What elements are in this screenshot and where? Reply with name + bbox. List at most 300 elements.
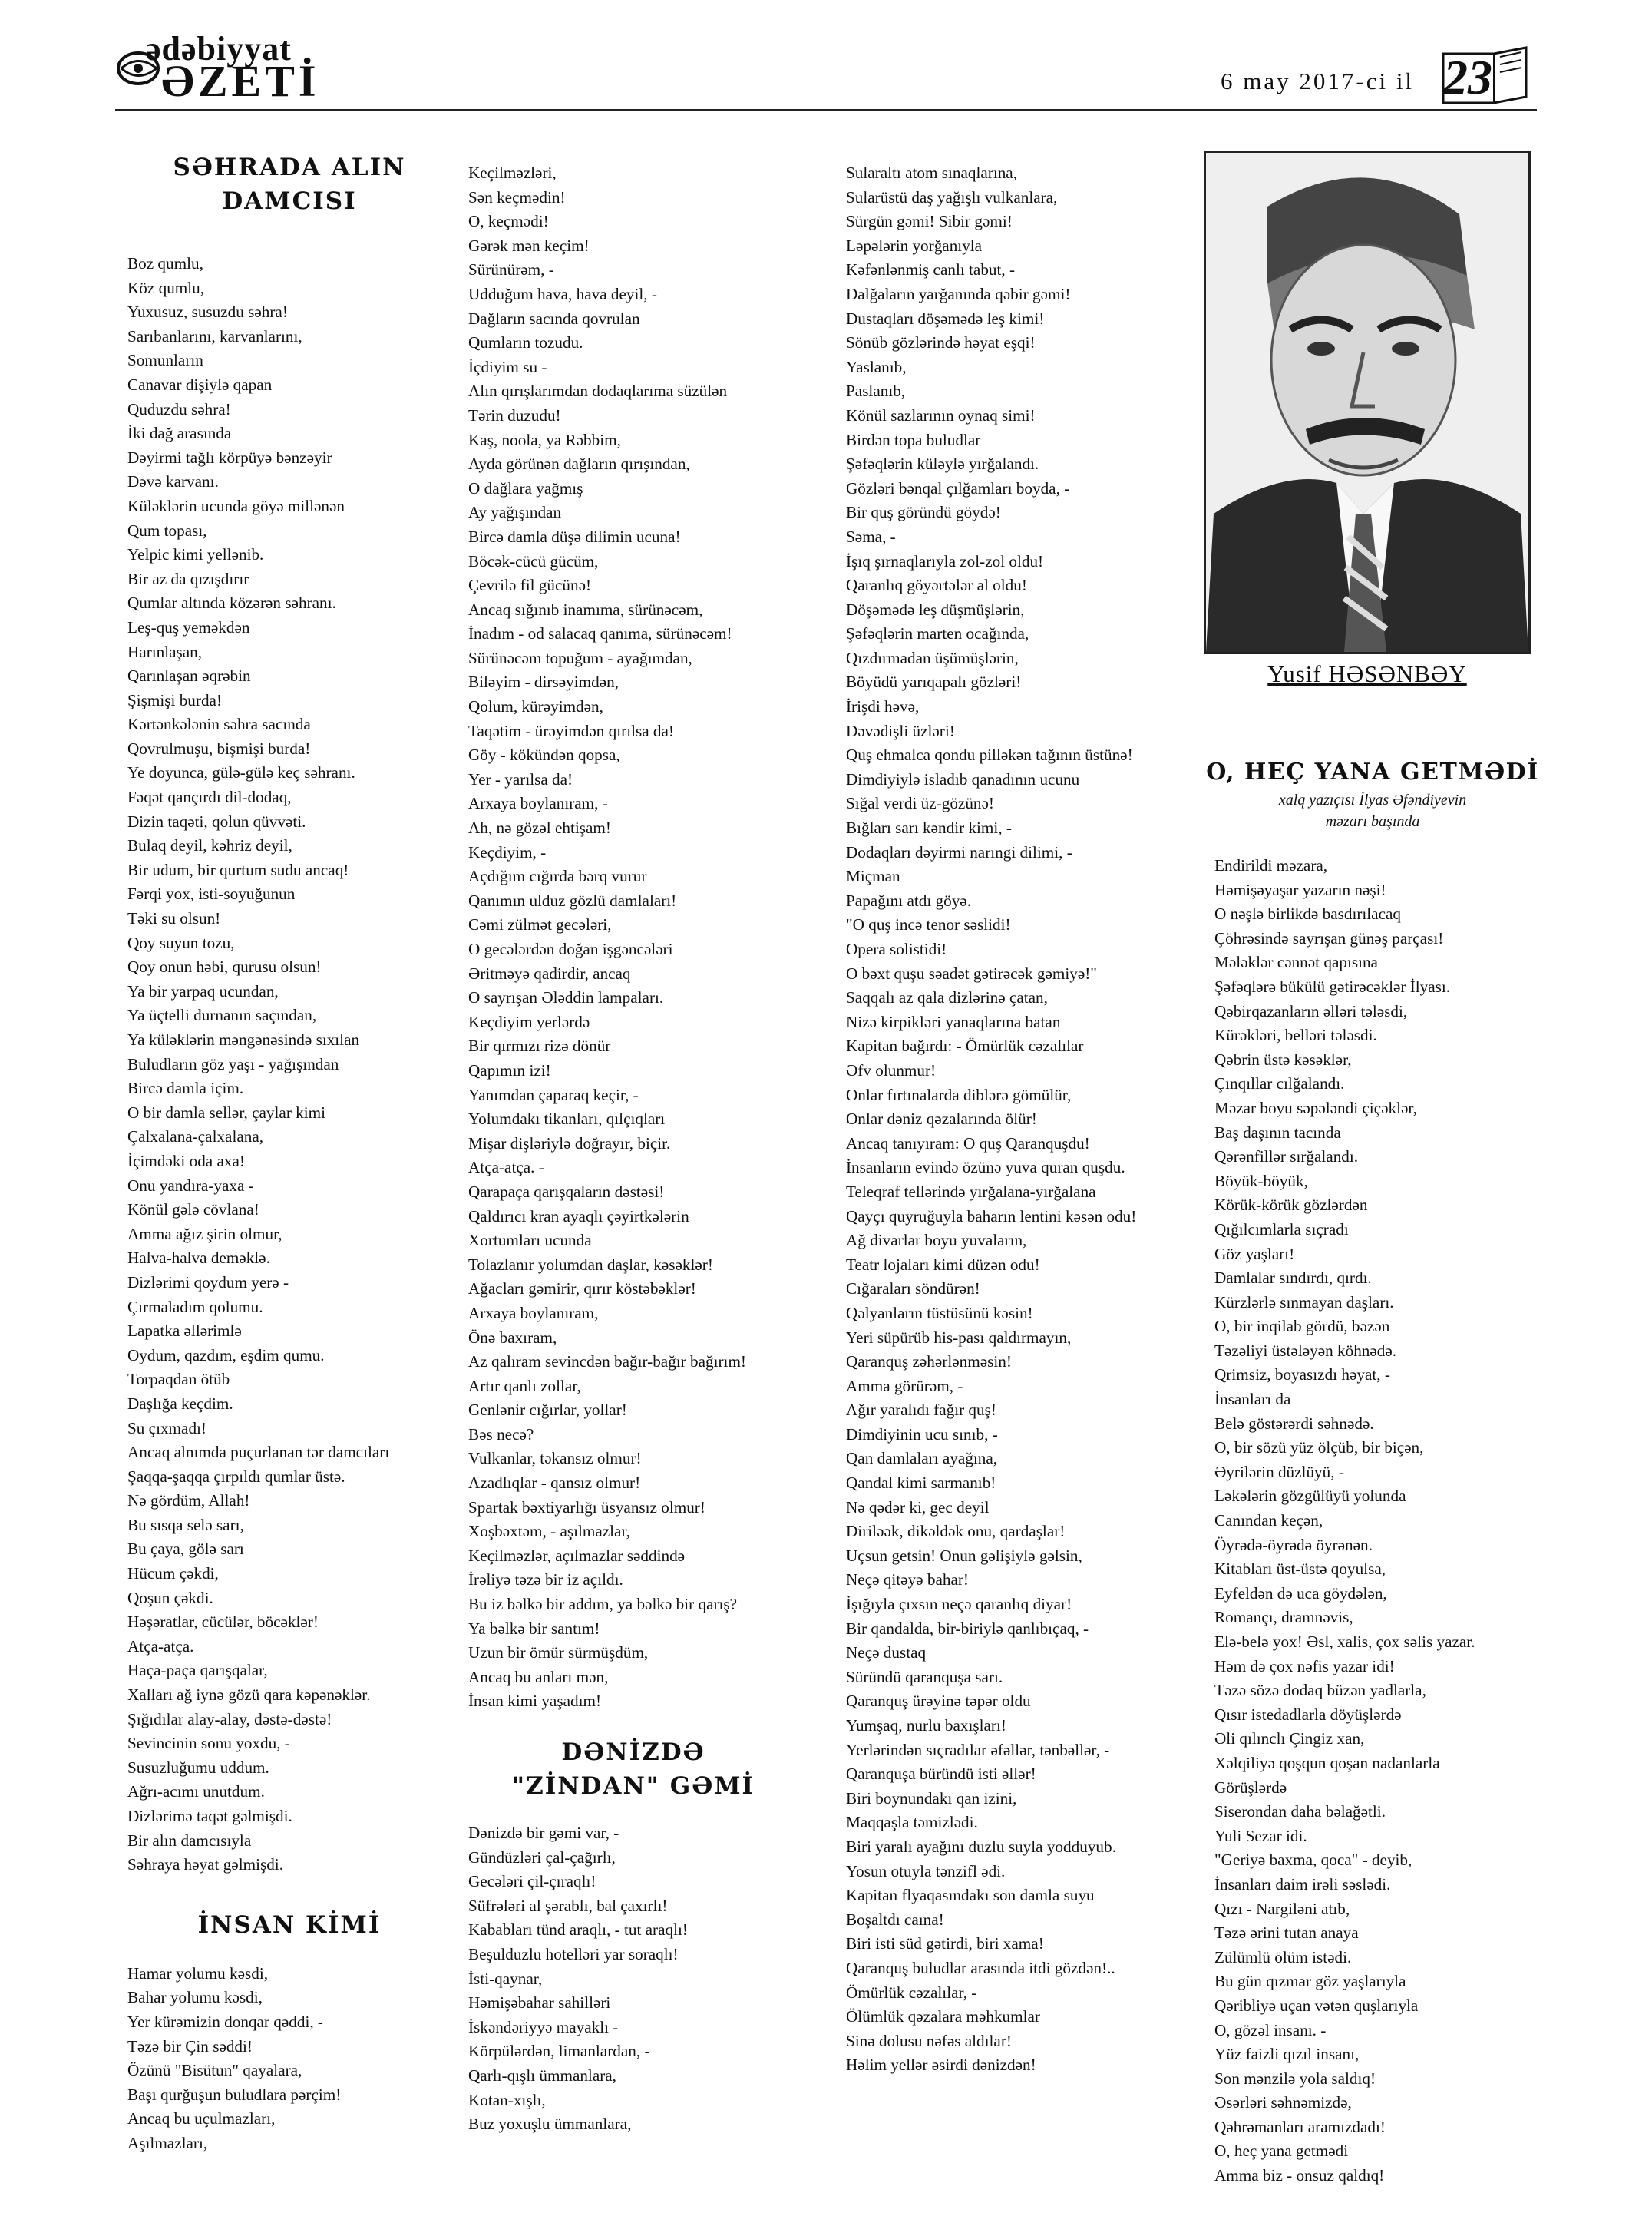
page-number-box xyxy=(1440,46,1531,106)
poem-line: İki dağ arasında xyxy=(127,424,232,443)
poem-line: Bir alın damcısıyla xyxy=(127,1831,252,1850)
poem-line: Əyrilərin düzlüyü, - xyxy=(1214,1462,1344,1481)
poem-line: O nəşlə birlikdə basdırılacaq xyxy=(1214,905,1401,924)
poem-line: Bir qandalda, bir-biriylə qanlıbıçaq, - xyxy=(846,1619,1089,1638)
poem-line: Biləyim - dirsəyimdən, xyxy=(468,673,619,692)
poem-line: Qəhrəmanları aramızdadı! xyxy=(1214,2117,1386,2136)
poem-line: Fərqi yox, isti-soyuğunun xyxy=(127,885,296,904)
poem-line: Udduğum hava, hava deyil, - xyxy=(468,284,657,303)
poem-line: Ləkələrin gözgülüyü yolunda xyxy=(1214,1487,1406,1506)
poem-line: Yelpic kimi yellənib. xyxy=(127,545,264,564)
poem3-body-part1 xyxy=(468,1821,829,2137)
poem-line: Fəqət qançırdı dil-dodaq, xyxy=(127,788,292,807)
poem-line: Endirildi məzara, xyxy=(1214,856,1328,875)
poem-line: Qarınlaşan əqrəbin xyxy=(127,666,251,686)
poem-line: Quş ehmalca qondu pilləkən tağının üstünə! xyxy=(846,746,1133,765)
poem-line: "Geriyə baxma, qoca" - deyib, xyxy=(1214,1851,1412,1870)
poem-line: Daşlığa keçdim. xyxy=(127,1394,233,1413)
poem-line: Halva-halva deməklə. xyxy=(127,1249,270,1268)
poem-line: Torpaqdan ötüb xyxy=(127,1370,230,1389)
poem-line: Qəbrin üstə kəsəklər, xyxy=(1214,1050,1352,1069)
poem-line: Şığıdılar alay-alay, dəstə-dəstə! xyxy=(127,1709,332,1728)
poem-line: Qısır istedadlarla döyüşlərdə xyxy=(1214,1705,1402,1724)
poem-line: Şişmişi burda! xyxy=(127,690,223,710)
poem-line: Qandal kimi sarmanıb! xyxy=(846,1474,996,1493)
poem-line: Su çıxmadı! xyxy=(127,1418,206,1437)
poem-line: Ləpələrin yorğanıyla xyxy=(846,236,983,255)
poem-line: Neçə qitəyə bahar! xyxy=(846,1570,969,1589)
poem-line: Çırmaladım qolumu. xyxy=(127,1297,263,1316)
poem-line: Çınqıllar cılğalandı. xyxy=(1214,1074,1345,1093)
poem-line: Teatr lojaları kimi düzən odu! xyxy=(846,1255,1040,1274)
poem-line: İnsanları daim irəli səslədi. xyxy=(1214,1874,1391,1894)
poem-line: Qaranlıq göyərtələr al oldu! xyxy=(846,576,1027,595)
poem-line: Mişar dişləriylə doğrayır, biçir. xyxy=(468,1133,671,1153)
page-number: 23 xyxy=(1443,50,1492,104)
poem3-title-line: DƏNİZDƏ xyxy=(561,1738,705,1766)
poem-line: Keçdiyim yerlərdə xyxy=(468,1012,590,1031)
poem-line: Qayçı quyruğuyla baharın lentini kəsən odu! xyxy=(846,1206,1137,1226)
poem-line: Süründü qaranquşa sarı. xyxy=(846,1667,1003,1686)
poem-line: Tərin duzudu! xyxy=(468,405,561,425)
poem-line: Qarlı-qışlı ümmanlara, xyxy=(468,2066,616,2085)
poem-line: Sən keçmədin! xyxy=(468,187,566,207)
poem-line: Yanımdan çaparaq keçir, - xyxy=(468,1085,639,1104)
poem-line: Qəlyanların tüstüsünü kəsin! xyxy=(846,1303,1033,1322)
poem-line: Amma biz - onsuz qaldıq! xyxy=(1214,2166,1385,2185)
poem-line: Sığal verdi üz-gözünə! xyxy=(846,794,994,813)
poem-line: Ancaq tanıyıram: O quş Qaranquşdu! xyxy=(846,1133,1090,1153)
poem-line: Qəribliyə uçan vətən quşlarıyla xyxy=(1214,1996,1419,2015)
poem-line: Onlar fırtınalarda diblərə gömülür, xyxy=(846,1085,1072,1104)
poem-line: Kapitan flyaqasındakı son damla suyu xyxy=(846,1886,1095,1905)
poem-line: Qanımın ulduz gözlü damlaları! xyxy=(468,891,677,910)
poem-line: Xortumları ucunda xyxy=(468,1231,592,1250)
header-divider xyxy=(115,109,1537,111)
poem-line: Kərtənkələnin səhra sacında xyxy=(127,715,311,734)
poem-line: Kürzlərlə sınmayan daşları. xyxy=(1214,1292,1394,1312)
poem-line: Keçdiyim, - xyxy=(468,842,547,862)
poem-line: Ancaq sığınıb inamıma, sürünəcəm, xyxy=(468,600,703,619)
poem-line: Dağların sacında qovrulan xyxy=(468,309,640,328)
poem-line: Ah, nə gözəl ehtişam! xyxy=(468,819,611,838)
poem-line: Göz yaşları! xyxy=(1214,1244,1295,1263)
poem-line: Siserondan daha bəlağətli. xyxy=(1214,1802,1386,1821)
poem-line: Böyük-böyük, xyxy=(1214,1171,1308,1190)
poem-line: Ya üçtelli durnanın saçından, xyxy=(127,1006,317,1025)
poem-line: Yüz faizli qızıl insanı, xyxy=(1214,2045,1360,2064)
poem-line: Təzə bir Çin səddi! xyxy=(127,2036,253,2056)
poem-line: Gecələri çil-çıraqlı! xyxy=(468,1872,596,1891)
poem-line: Gündüzləri çal-çağırlı, xyxy=(468,1847,616,1867)
poem-line: Yumşaq, nurlu baxışları! xyxy=(846,1716,1006,1735)
poem-line: Göy - kökündən qopsa, xyxy=(468,746,620,765)
poem-line: Papağını atdı göyə. xyxy=(846,891,971,910)
poem-line: Səma, - xyxy=(846,527,896,546)
poem1-body xyxy=(127,252,447,1877)
poem-line: Qumlar altında közərən səhranı. xyxy=(127,594,336,613)
poem-line: Atça-atça. xyxy=(127,1636,194,1656)
poem-line: Küləklərin ucunda göyə millənən xyxy=(127,496,345,515)
poem-line: Zülümlü ölüm istədi. xyxy=(1214,1947,1352,1966)
poem-line: İşıq şırnaqlarıyla zol-zol oldu! xyxy=(846,551,1044,571)
author-portrait-icon xyxy=(1206,153,1528,652)
poem2-title: İNSAN KİMİ xyxy=(197,1910,382,1939)
poem-line: Canavar dişiylə qapan xyxy=(127,375,273,394)
poem-line: Qoy suyun tozu, xyxy=(127,933,235,952)
poem-line: İnsanların evində özünə yuva quran quşdu. xyxy=(846,1158,1125,1177)
poem-line: O sayrışan Ələddin lampaları. xyxy=(468,988,664,1007)
poem-line: O, bir sözü yüz ölçüb, bir biçən, xyxy=(1214,1438,1424,1457)
poem-line: Yosun otuyla tənzifl ədi. xyxy=(846,1861,1006,1880)
poem-line: Beşulduzlu hotelləri yar soraqlı! xyxy=(468,1944,679,1963)
poem-line: Yerlərindən sıçradılar əfəllər, tənbəllər, - xyxy=(846,1740,1110,1759)
poem-line: Şaqqa-şaqqa çırpıldı qumlar üstə. xyxy=(127,1467,345,1486)
poem3-title-line: "ZİNDAN" GƏMİ xyxy=(511,1772,755,1800)
poem-line: Bir az da qızışdırır xyxy=(127,569,249,588)
poem1-title-line: SƏHRADA ALIN xyxy=(173,154,406,181)
poem-line: Birdən topa buludlar xyxy=(846,430,981,449)
poem-line: Yuxusuz, susuzdu səhra! xyxy=(127,303,288,322)
poem-line: Kababları tünd araqlı, - tut araqlı! xyxy=(468,1920,688,1940)
poem-line: Yuli Sezar idi. xyxy=(1214,1826,1307,1845)
poem-line: Saqqalı az qala dizlərinə çatan, xyxy=(846,988,1048,1007)
column-4 xyxy=(1204,756,1541,2188)
poem-line: Süfrələri al şərablı, bal çaxırlı! xyxy=(468,1896,668,1915)
poem-line: Sürgün gəmi! Sibir gəmi! xyxy=(846,212,1013,231)
poem2-body-part1 xyxy=(127,1962,447,2156)
poem-line: İçimdəki oda axa! xyxy=(127,1151,245,1170)
column-3 xyxy=(846,161,1191,2078)
poem-line: Eyfeldən də uca göydələn, xyxy=(1214,1583,1387,1603)
poem-line: İrəliyə təzə bir iz açıldı. xyxy=(468,1570,623,1589)
poem-line: Bu iz bəlkə bir addım, ya bəlkə bir qarış? xyxy=(468,1595,738,1614)
poem-line: Sürünəcəm topuğum - ayağımdan, xyxy=(468,648,692,667)
poem-line: Uzun bir ömür sürmüşdüm, xyxy=(468,1643,649,1662)
poem-line: Ağrı-acımı unutdum. xyxy=(127,1782,265,1801)
poem-line: Teleqraf tellərində yırğalana-yırğalana xyxy=(846,1182,1096,1201)
poem-line: Həmişəyaşar yazarın nəşi! xyxy=(1214,880,1386,899)
poem-line: O, keçmədi! xyxy=(468,212,549,231)
poem-line: Onlar dəniz qəzalarında ölür! xyxy=(846,1110,1037,1129)
poem-line: Atça-atça. - xyxy=(468,1158,544,1177)
poem-line: Yeri süpürüb his-pası qaldırmayın, xyxy=(846,1328,1072,1347)
poem-line: Sevincinin sonu yoxdu, - xyxy=(127,1734,290,1753)
poem-line: Arxaya boylanıram, xyxy=(468,1303,599,1322)
poem-line: Onu yandıra-yaxa - xyxy=(127,1176,254,1195)
poem1-title xyxy=(132,150,447,218)
poem-line: Həşəratlar, cücülər, böcəklər! xyxy=(127,1612,319,1632)
poem-line: Paslanıb, xyxy=(846,382,906,401)
poem-line: Ağacları gəmirir, qırır köstəbəklər! xyxy=(468,1279,696,1298)
poem-line: Ay yağışından xyxy=(468,503,562,522)
poem-line: Ayda görünən dağların qırışından, xyxy=(468,455,690,474)
poem-line: Sularaltı atom sınaqlarına, xyxy=(846,164,1017,182)
poem-line: Dustaqları döşəmədə leş kimi! xyxy=(846,309,1045,328)
poem-line: Dəvədişli üzləri! xyxy=(846,721,955,740)
poem-line: O bəxt quşu səadət gətirəcək gəmiyə!" xyxy=(846,964,1097,983)
poem-line: Körük-körük gözlərdən xyxy=(1214,1196,1368,1215)
poem-line: Nizə kirpikləri yanaqlarına batan xyxy=(846,1012,1061,1031)
poem-line: Çevrilə fil gücünə! xyxy=(468,576,592,595)
poem-line: Böyüdü yarıqapalı gözləri! xyxy=(846,673,1022,692)
poem-line: Ölümlük qəzalara məhkumlar xyxy=(846,2007,1040,2026)
poem-line: Qızı - Nargiləni atıb, xyxy=(1214,1899,1350,1918)
poem-line: Ağ divarlar boyu yuvaların, xyxy=(846,1231,1027,1250)
poem-line: Yer - yarılsa da! xyxy=(468,769,573,789)
poem-line: Cəmi zülmət gecələri, xyxy=(468,915,612,934)
poem-line: Həlim yellər əsirdi dənizdən! xyxy=(846,2056,1036,2075)
poem-line: Gərək mən keçim! xyxy=(468,236,590,255)
poem-line: Qovrulmuşu, bişmişi burda! xyxy=(127,739,311,758)
poem-line: Həmişəbahar sahilləri xyxy=(468,1993,611,2013)
poem-line: Çalxalana-çalxalana, xyxy=(127,1127,264,1146)
poem-line: Ancaq bu uçulmazları, xyxy=(127,2109,276,2128)
poem-line: Amma görürəm, - xyxy=(846,1376,963,1395)
poem-line: Yolumdakı tikanları, qılçıqları xyxy=(468,1110,666,1129)
poem-line: Səhraya həyat gəlmişdi. xyxy=(127,1855,283,1874)
poem-line: Hücum çəkdi, xyxy=(127,1564,219,1583)
poem-line: Qığılcımlarla sıçradı xyxy=(1214,1219,1349,1239)
poem-line: Həm də çox nəfis yazar idi! xyxy=(1214,1656,1395,1675)
poem-line: İsti-qaynar, xyxy=(468,1969,543,1988)
poem-line: İnadım - od salacaq qanıma, sürünəcəm! xyxy=(468,624,732,643)
poem-line: Bu gün qızmar göz yaşlarıyla xyxy=(1214,1972,1406,1991)
poem4-title: O, HEÇ YANA GETMƏDİ xyxy=(1206,759,1539,786)
poem-line: Bir qırmızı rizə dönür xyxy=(468,1037,611,1056)
poem-line: Özünü "Bisütun" qayalara, xyxy=(127,2061,302,2080)
poem-line: Məzar boyu səpələndi çiçəklər, xyxy=(1214,1098,1417,1117)
poem4-subtitle-line: xalq yazıçısı İlyas Əfəndiyevin xyxy=(1278,792,1467,809)
poem-line: Damlalar sındırdı, qırdı. xyxy=(1214,1268,1372,1288)
poem-line: Qoşun çəkdi. xyxy=(127,1588,213,1607)
poem-line: Nə gördüm, Allah! xyxy=(127,1491,250,1510)
poem-line: Başı qurğuşun buludlara pərçim! xyxy=(127,2085,342,2104)
poem-line: Qumların tozudu. xyxy=(468,333,583,352)
poem-line: Bu çaya, gölə sarı xyxy=(127,1540,244,1559)
poem-line: O gecələrdən doğan işgəncələri xyxy=(468,940,673,958)
poem-line: Ömürlük cəzalılar, - xyxy=(846,1983,977,2002)
poem-line: Gözləri bənqal çılğamları boyda, - xyxy=(846,478,1070,498)
poem-line: Qapımın izi! xyxy=(468,1060,551,1080)
poem-line: Qərənfillər sırğalandı. xyxy=(1214,1147,1359,1166)
poem-line: Qum topası, xyxy=(127,521,207,540)
poem-line: Dəvə karvanı. xyxy=(127,472,219,491)
poem-line: Az qalıram sevincdən bağır-bağır bağırım! xyxy=(468,1352,746,1371)
poem-line: Təki su olsun! xyxy=(127,909,221,928)
poem-line: Leş-quş yeməkdən xyxy=(127,617,250,637)
poem-line: Kotan-xışlı, xyxy=(468,2090,546,2109)
poem4-body xyxy=(1214,854,1541,2188)
poem-line: Xəlqiliyə qoşqun qoşan nadanlarla xyxy=(1214,1753,1440,1772)
poem-line: Biri isti süd gətirdi, biri xama! xyxy=(846,1934,1044,1953)
poem-line: Dənizdə bir gəmi var, - xyxy=(468,1824,620,1842)
poem-line: O dağlara yağmış xyxy=(468,478,583,498)
poem-line: İrişdi həvə, xyxy=(846,697,920,716)
poem-line: Dodaqları dəyirmi narıngi dilimi, - xyxy=(846,842,1072,862)
issue-date: 6 may 2017-ci il xyxy=(1221,68,1415,94)
poem-line: Çöhrəsində sayrışan günəş parçası! xyxy=(1214,928,1444,948)
poem-line: Ye doyunca, gülə-gülə keç səhranı. xyxy=(127,763,355,782)
poem-line: Romançı, dramnəvis, xyxy=(1214,1608,1353,1627)
poem-line: Bığları sarı kəndir kimi, - xyxy=(846,819,1012,838)
poem-line: O, heç yana getmədi xyxy=(1214,2142,1349,2161)
poem-line: Neçə dustaq xyxy=(846,1643,927,1662)
poem-line: Qoy onun həbi, qurusu olsun! xyxy=(127,958,322,977)
poem-line: Somunların xyxy=(127,351,203,370)
poem-line: Şəfəqlərə bükülü gətirəcəklər İlyası. xyxy=(1214,977,1451,996)
poem-line: Haça-paça qarışqalar, xyxy=(127,1661,268,1680)
poem-line: Şəfəqlərin marten ocağında, xyxy=(846,624,1029,643)
poem3-title xyxy=(468,1735,798,1803)
poem-line: Könül sazlarının oynaq simi! xyxy=(846,405,1036,425)
poem-line: Kapitan bağırdı: - Ömürlük cəzalılar xyxy=(846,1037,1084,1056)
poem-line: Biri boynundakı qan izini, xyxy=(846,1788,1017,1808)
poem-line: Spartak bəxtiyarlığı üsyansız olmur! xyxy=(468,1497,705,1517)
poem-line: Dizlərimi qoydum yerə - xyxy=(127,1272,289,1292)
masthead-bottom-word: ƏZETİ xyxy=(161,56,320,106)
poem-line: İnsan kimi yaşadım! xyxy=(468,1692,601,1711)
poem-line: Sürünürəm, - xyxy=(468,260,554,280)
poem-line: Genlənir cığırlar, yollar! xyxy=(468,1401,627,1420)
poem-line: Dizlərimə taqət gəlmişdi. xyxy=(127,1807,292,1825)
poem-line: Dalğaların yarğanında qəbir gəmi! xyxy=(846,284,1071,303)
poem-line: Ya bir yarpaq ucundan, xyxy=(127,981,279,1001)
poem-line: Açdığım cığırda bərq vurur xyxy=(468,867,647,886)
poem-line: Qaldırıcı kran ayaqlı çəyirtkələrin xyxy=(468,1206,689,1226)
poem-line: İskəndəriyyə mayaklı - xyxy=(468,2017,619,2036)
poem-line: Könül gələ cövlana! xyxy=(127,1200,259,1219)
poem-line: Maqqaşla təmizlədi. xyxy=(846,1813,978,1832)
poem-line: Buludların göz yaşı - yağışından xyxy=(127,1054,339,1073)
poem-line: İnsanları da xyxy=(1214,1390,1291,1409)
poem-line: Aşılmazları, xyxy=(127,2133,208,2152)
poem-line: Vulkanlar, təkansız olmur! xyxy=(468,1449,642,1468)
author-name: Yusif HƏSƏNBƏY xyxy=(1267,660,1467,687)
poem-line: Qaranquşa büründü isti əllər! xyxy=(846,1765,1036,1784)
column-1 xyxy=(127,150,447,2156)
poem-line: Bu sısqa selə sarı, xyxy=(127,1515,244,1534)
masthead xyxy=(115,30,361,106)
poem-line: Yaslanıb, xyxy=(846,357,907,376)
poem-line: Kaş, noola, ya Rəbbim, xyxy=(468,430,621,449)
poem-line: "O quş incə tenor səslidi! xyxy=(846,915,1011,934)
poem-line: Belə göstərərdi səhnədə. xyxy=(1214,1414,1374,1433)
poem-line: O bir damla sellər, çaylar kimi xyxy=(127,1103,326,1122)
poem-line: Buz yoxuşlu ümmanlara, xyxy=(468,2115,632,2134)
poem-line: Bir udum, bir qurtum sudu ancaq! xyxy=(127,860,349,879)
poem-line: Taqətim - ürəyimdən qırılsa da! xyxy=(468,721,674,740)
poem-line: Bircə damla içim. xyxy=(127,1079,244,1098)
poem-line: O, bir inqilab gördü, bəzən xyxy=(1214,1317,1390,1336)
poem-line: Arxaya boylanıram, - xyxy=(468,794,608,813)
poem-line: Əli qılınclı Çingiz xan, xyxy=(1214,1729,1365,1748)
poem-line: Görüşlərdə xyxy=(1214,1778,1287,1797)
poem-line: Bircə damla düşə dilimin ucuna! xyxy=(468,527,681,546)
poem-line: Susuzluğumu uddum. xyxy=(127,1758,269,1777)
poem-line: Xoşbəxtəm, - aşılmazlar, xyxy=(468,1522,630,1541)
poem-line: Böcək-cücü gücüm, xyxy=(468,551,599,571)
poem4-subtitle-line: məzarı başında xyxy=(1325,813,1420,830)
poem-line: Tolazlanır yolumdan daşlar, kəsəklər! xyxy=(468,1255,713,1274)
poem-line: Boşaltdı caına! xyxy=(846,1910,944,1929)
author-photo xyxy=(1204,150,1531,654)
poem-line: Dizin taqəti, qolun qüvvəti. xyxy=(127,812,306,831)
poem-line: Elə-belə yox! Əsl, xalis, çox səlis yazar. xyxy=(1214,1632,1475,1651)
poem-line: Mələklər cənnət qapısına xyxy=(1214,953,1378,972)
poem-line: Qolum, kürəyimdən, xyxy=(468,697,603,716)
poem-line: Canından keçən, xyxy=(1214,1511,1323,1530)
poem-line: İşığıyla çıxsın neçə qaranlıq diyar! xyxy=(846,1595,1072,1614)
poem-line: Kürəkləri, belləri tələsdi. xyxy=(1214,1026,1377,1045)
poem-line: Ya bəlkə bir santım! xyxy=(468,1619,600,1638)
poem-line: Uçsun getsin! Onun gəlişiylə gəlsin, xyxy=(846,1546,1082,1565)
poem-line: Qan damlaları ayağına, xyxy=(846,1449,998,1468)
poem-line: İçdiyim su - xyxy=(468,357,547,376)
poem-line: Yer kürəmizin donqar qəddi, - xyxy=(127,2012,323,2031)
poem-line: Kitabları üst-üstə qoyulsa, xyxy=(1214,1560,1386,1579)
poem-line: Ağır yaralıdı fağır quş! xyxy=(846,1401,996,1420)
poem-line: Harınlaşan, xyxy=(127,642,203,661)
poem-line: Döşəmədə leş düşmüşlərin, xyxy=(846,600,1025,619)
poem-line: Dimdiyinin ucu sınıb, - xyxy=(846,1424,998,1444)
poem-line: Cığaraları söndürən! xyxy=(846,1279,980,1298)
poem4-subtitle xyxy=(1204,789,1541,832)
poem-line: Qızdırmadan üşümüşlərin, xyxy=(846,648,1019,667)
poem2-body-part2 xyxy=(468,161,829,1714)
poem-line: Miçman xyxy=(846,867,900,886)
poem-line: Son mənzilə yola saldıq! xyxy=(1214,2069,1376,2088)
poem-line: Təzə ərini tutan anaya xyxy=(1214,1923,1359,1943)
poem-line: Təzəliyi üstələyən köhnədə. xyxy=(1214,1341,1397,1360)
poem-line: Bulaq deyil, kəhriz deyil, xyxy=(127,836,292,855)
poem-line: Qaranquş ürəyinə təpər oldu xyxy=(846,1692,1031,1711)
poem-line: Ancaq alnımda puçurlanan tər damcıları xyxy=(127,1443,390,1462)
poem-line: Bahar yolumu kəsdi, xyxy=(127,1988,263,2007)
poem-line: Sinə dolusu nəfəs aldılar! xyxy=(846,2031,1012,2050)
poem-line: Ancaq bu anları mən, xyxy=(468,1667,609,1686)
poem-line: Sarıbanlarını, karvanlarını, xyxy=(127,326,302,346)
poem-line: Dimdiyiylə isladıb qanadının ucunu xyxy=(846,769,1080,789)
poem-line: Biri yaralı ayağını duzlu suyla yodduyub. xyxy=(846,1837,1116,1856)
poem-line: Keçilməzlər, açılmazlar səddində xyxy=(468,1546,686,1565)
poem-line: Sularüstü daş yağışlı vulkanlara, xyxy=(846,187,1058,207)
poem-line: Körpülərdən, limanlardan, - xyxy=(468,2042,650,2061)
poem-line: Qarapaça qarışqaların dəstəsi! xyxy=(468,1182,665,1201)
poem-line: Öyrədə-öyrədə öyrənən. xyxy=(1214,1535,1373,1554)
poem-line: Önə baxıram, xyxy=(468,1328,557,1347)
poem-line: Ya küləklərin məngənəsində sıxılan xyxy=(127,1030,360,1049)
poem-line: Təzə sözə dodaq büzən yadlarla, xyxy=(1214,1681,1426,1700)
poem-line: Köz qumlu, xyxy=(127,278,205,297)
poem-line: Diriləək, dikəldək onu, qardaşlar! xyxy=(846,1522,1066,1541)
poem-line: Əsərləri səhnəmizdə, xyxy=(1214,2093,1352,2112)
poem-line: Opera solistidi! xyxy=(846,940,947,958)
poem-line: Azadlıqlar - qansız olmur! xyxy=(468,1474,641,1493)
poem-line: Alın qırışlarımdan dodaqlarıma süzülən xyxy=(468,382,728,401)
poem-line: Qəbirqazanların əlləri tələsdi, xyxy=(1214,1001,1408,1020)
poem-line: Bəs necə? xyxy=(468,1424,534,1444)
poem-line: Qaranquş zəhərlənməsin! xyxy=(846,1352,1012,1371)
poem-line: Qrimsiz, boyasızdı həyat, - xyxy=(1214,1365,1390,1384)
poem-line: Əfv olunmur! xyxy=(846,1060,937,1080)
masthead-top-word: ədəbiyyat xyxy=(146,30,292,68)
poem1-title-line: DAMCISI xyxy=(222,187,357,215)
poem-line: Oydum, qazdım, eşdim qumu. xyxy=(127,1345,325,1364)
poem-line: Artır qanlı zollar, xyxy=(468,1376,581,1395)
poem-line: Əritməyə qadirdir, ancaq xyxy=(468,964,631,983)
poem-line: Kəfənlənmiş canlı tabut, - xyxy=(846,260,1016,280)
